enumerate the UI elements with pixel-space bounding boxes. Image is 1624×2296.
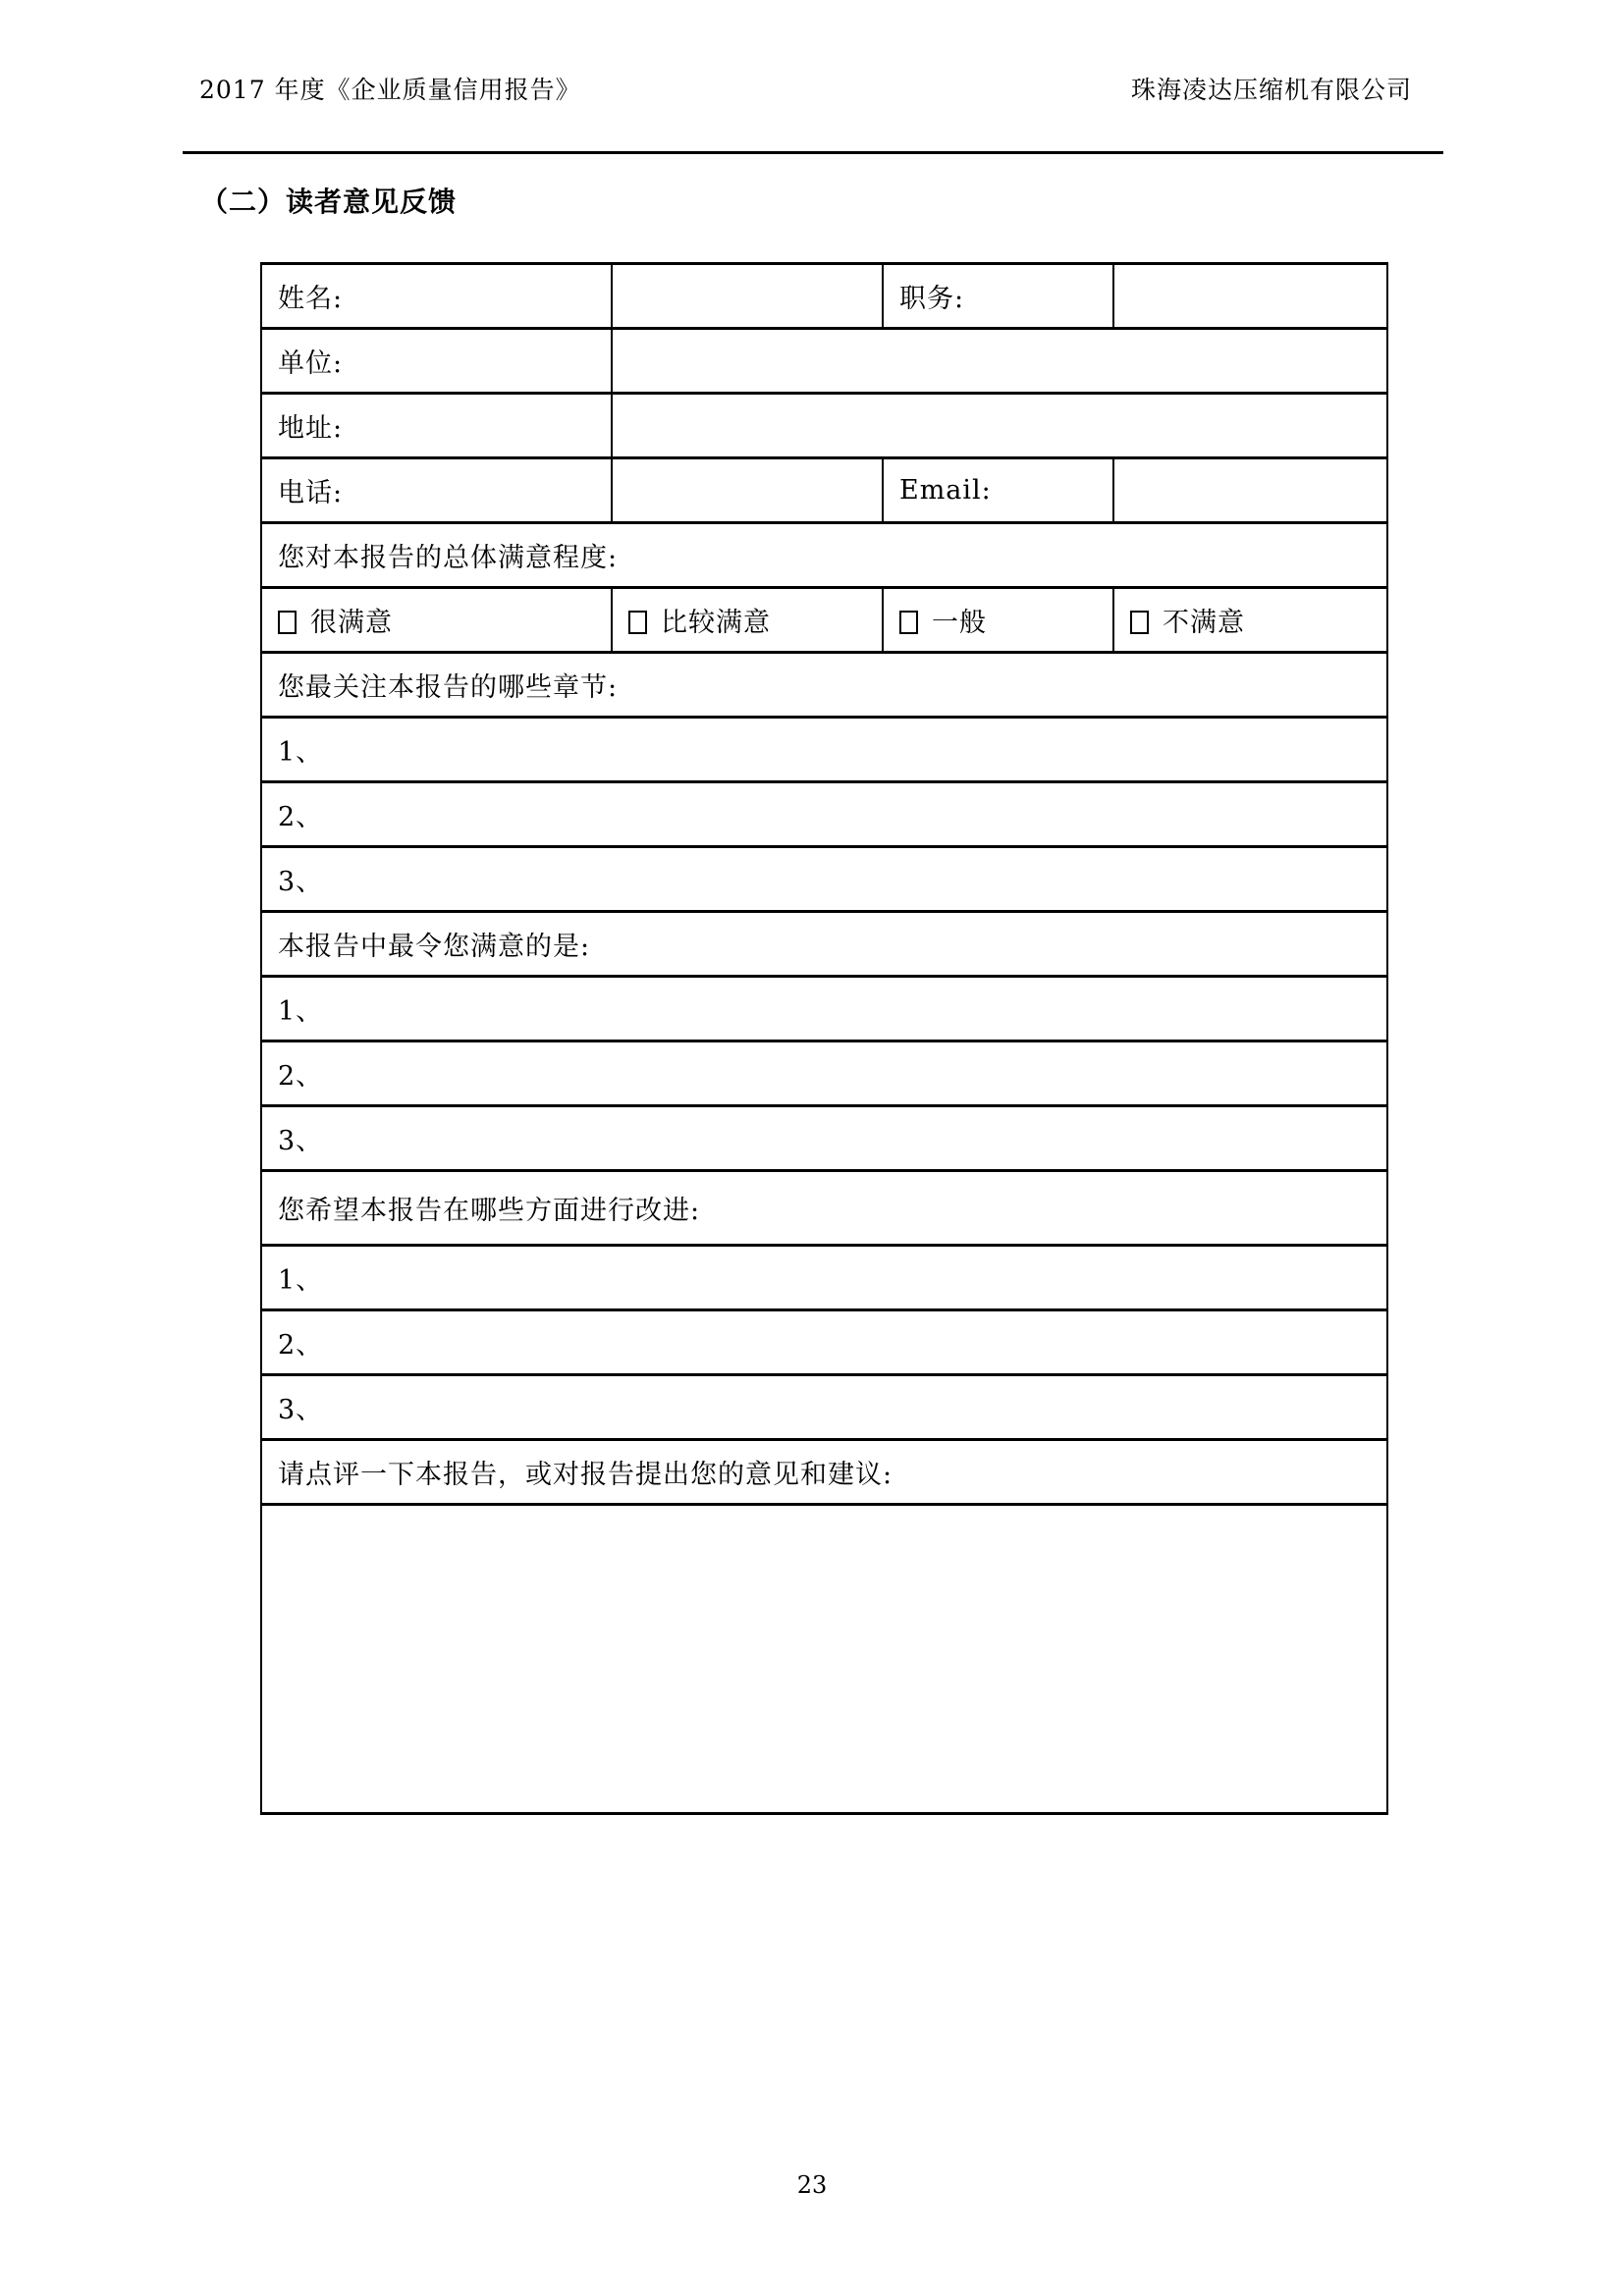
satisfaction-option-fairly-satisfied[interactable] bbox=[612, 588, 883, 653]
address-label-cell: 地址: bbox=[261, 394, 612, 458]
phone-value-cell[interactable] bbox=[612, 458, 883, 523]
satisfied-most-item-3-cell[interactable]: 3、 bbox=[261, 1106, 1387, 1171]
position-value-cell[interactable] bbox=[1113, 264, 1387, 329]
header-company-name: 珠海凌达压缩机有限公司 bbox=[1130, 76, 1412, 104]
row-satisfaction-options bbox=[261, 588, 1387, 653]
page-header bbox=[183, 0, 1443, 154]
phone-label-cell: 电话: bbox=[261, 458, 612, 523]
satisfied-most-item-row bbox=[261, 1041, 1387, 1106]
row-satisfied-most-question bbox=[261, 912, 1387, 977]
address-value-cell[interactable] bbox=[612, 394, 1387, 458]
name-label-cell: 姓名: bbox=[261, 264, 612, 329]
row-satisfaction-question bbox=[261, 523, 1387, 588]
option-label: 不满意 bbox=[1163, 608, 1245, 638]
row-name-position bbox=[261, 264, 1387, 329]
comments-value-cell[interactable] bbox=[261, 1505, 1387, 1814]
company-label-cell: 单位: bbox=[261, 329, 612, 394]
chapters-item-3-cell[interactable]: 3、 bbox=[261, 847, 1387, 912]
satisfied-most-item-2-cell[interactable]: 2、 bbox=[261, 1041, 1387, 1106]
checkbox-icon[interactable] bbox=[899, 611, 918, 634]
satisfaction-option-very-satisfied[interactable] bbox=[261, 588, 612, 653]
satisfied-most-item-row bbox=[261, 977, 1387, 1041]
option-label: 一般 bbox=[932, 608, 987, 638]
improvements-item-row bbox=[261, 1310, 1387, 1375]
page-footer bbox=[0, 2171, 1624, 2199]
chapters-item-2-cell[interactable]: 2、 bbox=[261, 782, 1387, 847]
satisfied-most-item-1-cell[interactable]: 1、 bbox=[261, 977, 1387, 1041]
improvements-question-cell: 您希望本报告在哪些方面进行改进: bbox=[261, 1171, 1387, 1246]
chapters-item-row bbox=[261, 847, 1387, 912]
row-phone-email bbox=[261, 458, 1387, 523]
page-number: 23 bbox=[796, 2171, 828, 2199]
checkbox-icon[interactable] bbox=[1130, 611, 1149, 634]
row-company bbox=[261, 329, 1387, 394]
satisfied-most-item-row bbox=[261, 1106, 1387, 1171]
checkbox-icon[interactable] bbox=[278, 611, 297, 634]
row-chapters-question bbox=[261, 653, 1387, 718]
improvements-item-row bbox=[261, 1246, 1387, 1310]
section-title: （二）读者意见反馈 bbox=[200, 186, 458, 218]
row-comments-question bbox=[261, 1440, 1387, 1505]
option-label: 比较满意 bbox=[661, 608, 771, 638]
chapters-question-cell: 您最关注本报告的哪些章节: bbox=[261, 653, 1387, 718]
header-report-title: 2017 年度《企业质量信用报告》 bbox=[199, 76, 581, 104]
name-value-cell[interactable] bbox=[612, 264, 883, 329]
position-label-cell: 职务: bbox=[883, 264, 1113, 329]
comments-question-cell: 请点评一下本报告，或对报告提出您的意见和建议: bbox=[261, 1440, 1387, 1505]
satisfaction-option-average[interactable] bbox=[883, 588, 1113, 653]
email-label-cell: Email: bbox=[883, 458, 1113, 523]
company-value-cell[interactable] bbox=[612, 329, 1387, 394]
satisfaction-option-unsatisfied[interactable] bbox=[1113, 588, 1387, 653]
chapters-item-1-cell[interactable]: 1、 bbox=[261, 718, 1387, 782]
row-improvements-question bbox=[261, 1171, 1387, 1246]
chapters-item-row bbox=[261, 718, 1387, 782]
checkbox-icon[interactable] bbox=[628, 611, 647, 634]
email-value-cell[interactable] bbox=[1113, 458, 1387, 523]
improvements-item-1-cell[interactable]: 1、 bbox=[261, 1246, 1387, 1310]
row-comments-area bbox=[261, 1505, 1387, 1814]
satisfaction-question-cell: 您对本报告的总体满意程度: bbox=[261, 523, 1387, 588]
row-address bbox=[261, 394, 1387, 458]
chapters-item-row bbox=[261, 782, 1387, 847]
option-label: 很满意 bbox=[310, 608, 393, 638]
improvements-item-3-cell[interactable]: 3、 bbox=[261, 1375, 1387, 1440]
satisfied-most-question-cell: 本报告中最令您满意的是: bbox=[261, 912, 1387, 977]
improvements-item-row bbox=[261, 1375, 1387, 1440]
improvements-item-2-cell[interactable]: 2、 bbox=[261, 1310, 1387, 1375]
feedback-form-table bbox=[260, 262, 1388, 1815]
